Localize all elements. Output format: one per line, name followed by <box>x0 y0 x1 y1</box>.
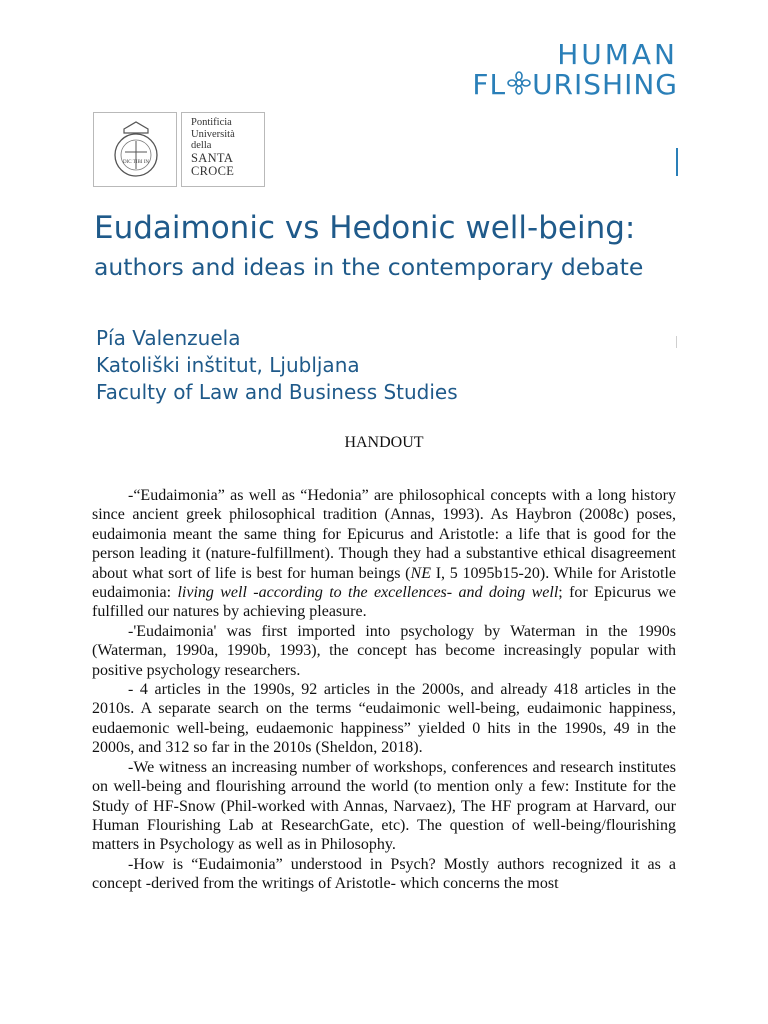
paragraph-3: - 4 articles in the 1990s, 92 articles in the 2000s, and already 418 articles in the 2010s. A separate search on the terms “eudaimonic well-being, eudaimonic happiness, eudaemonic well-being, eudaemonic happiness” yielded 0 hits in the 1990s, 49 in the 2000s, and 312 so far in the 2010s (Sheldon, 2018). <box>92 681 676 757</box>
paragraph-4: -We witness an increasing number of workshops, conferences and research institutes on well-being and flourishing arround the world (to mention only a few: Institute for the Study of HF-Snow (Phil-worked with Annas, Narvaez), The HF program at Harvard, our Human Flourishing Lab at ResearchGate, etc). The question of well-being/flourishing matters in Psychology as well as in Philosophy. <box>92 758 676 854</box>
paragraph-1-b: NE <box>410 564 431 582</box>
author-faculty: Faculty of Law and Business Studies <box>96 380 458 404</box>
body-text <box>92 486 676 894</box>
author-name: Pía Valenzuela <box>96 326 241 350</box>
university-name <box>181 112 265 187</box>
paragraph-1 <box>92 486 676 622</box>
seal-icon <box>110 119 162 181</box>
page-subtitle: authors and ideas in the contemporary debate <box>94 253 644 281</box>
logo-line-flourishing <box>438 70 678 101</box>
university-logo <box>93 112 265 187</box>
paragraph-1-c: I, 5 1095b15-20). While for Aristotle eudaimonia: <box>92 564 676 602</box>
logo-line-human: HUMAN <box>557 38 678 71</box>
paragraph-1-a: -“Eudaimonia” as well as “Hedonia” are philosophical concepts with a long history since ancient greek philosophical tradition (Annas, 1993). As Haybron (2008c) poses, eudaimonia meant the same thing for Epicurus and Aristotle: a life that is good for the person leading it (nature-fulfillment). Though they had a substantive ethical disagreement about what sort of life is best for human beings ( <box>92 487 676 582</box>
human-flourishing-logo <box>438 40 678 101</box>
univ-name-line-1: Pontificia <box>191 117 232 128</box>
paragraph-1-d: living well -according to the excellences- and doing well <box>177 584 559 602</box>
title-block <box>94 206 694 284</box>
univ-name-line-3: della <box>191 140 212 151</box>
seal-inscription: DIC TIBI IN <box>122 160 150 165</box>
university-seal <box>93 112 177 187</box>
handout-heading: HANDOUT <box>344 434 424 451</box>
author-block <box>96 325 696 406</box>
author-institution: Katoliški inštitut, Ljubljana <box>96 353 360 377</box>
logo-line-flourishing-pre: FL <box>472 68 507 101</box>
paragraph-5: -How is “Eudaimonia” understood in Psych? Mostly authors recognized it as a concept -derived from the writings of Aristotle- which concerns the most <box>92 855 676 893</box>
paragraph-1-e: ; for Epicurus we fulfilled our natures by achieving pleasure. <box>92 584 677 621</box>
logo-line-flourishing-post: URISHING <box>532 68 678 101</box>
univ-name-big-1: SANTA <box>191 150 234 165</box>
edge-mark-top <box>676 148 678 176</box>
paragraph-2: -'Eudaimonia' was first imported into psychology by Waterman in the 1990s (Waterman, 1990a, 1990b, 1993), the concept has become increasingly popular with positive psychology researchers. <box>92 622 676 679</box>
univ-name-line-2: Università <box>191 128 235 140</box>
flower-icon <box>507 71 531 101</box>
univ-name-big-2: CROCE <box>191 163 235 178</box>
page-title: Eudaimonic vs Hedonic well-being: <box>94 210 636 246</box>
